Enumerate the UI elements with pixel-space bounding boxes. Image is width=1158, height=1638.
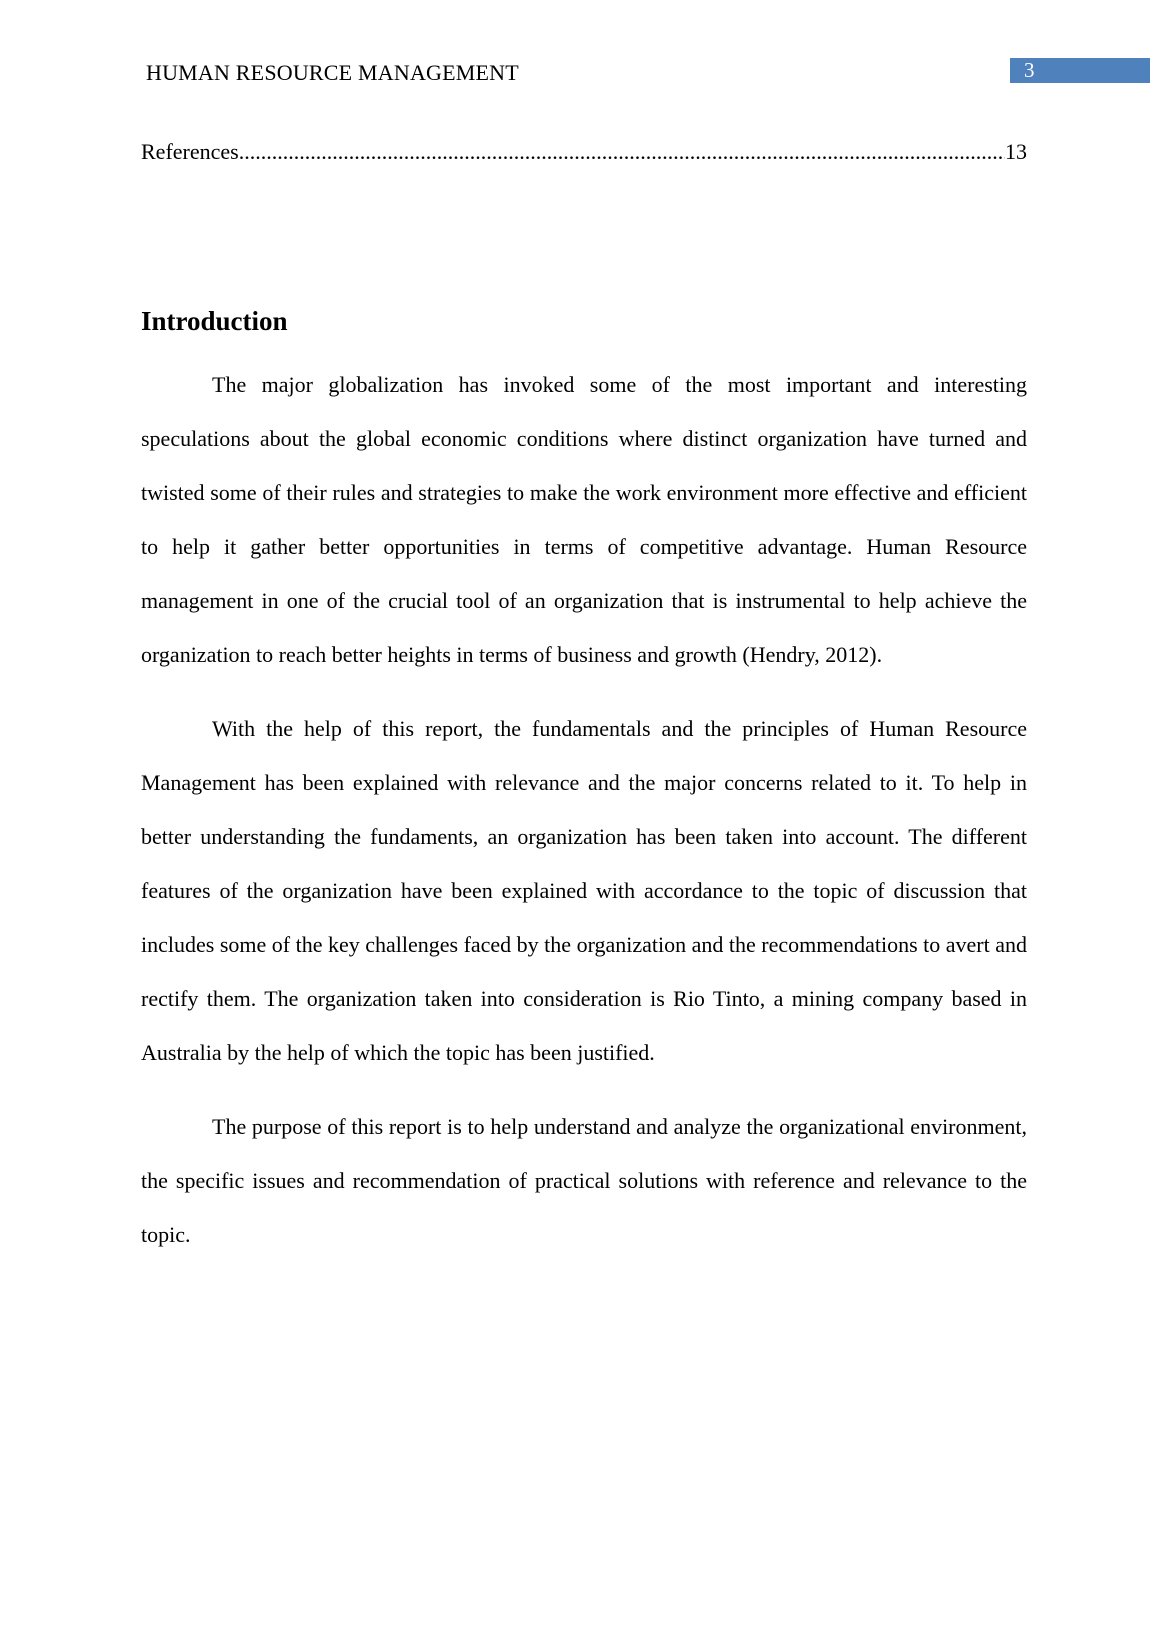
section-body <box>141 358 1027 1282</box>
toc-entry-label: References <box>141 139 239 164</box>
body-paragraph-1: The major globalization has invoked some of the most important and interesting speculations about the global economic conditions where distinct organization have turned and twisted some of their rules and strategies to make the work environment more effective and efficient to help it gather better opportunities in terms of competitive advantage. Human Resource management in one of the crucial tool of an organization that is instrumental to help achieve the organization to reach better heights in terms of business and growth (Hendry, 2012). <box>141 372 1027 667</box>
toc-entry-references[interactable] <box>141 139 1027 165</box>
page-number: 3 <box>1024 58 1035 82</box>
body-paragraph-2: With the help of this report, the fundamentals and the principles of Human Resource Management has been explained with relevance and the major concerns related to it. To help in better understanding the fundaments, an organization has been taken into account. The different features of the organization have been explained with accordance to the topic of discussion that includes some of the key challenges faced by the organization and the recommendations to avert and rectify them. The organization taken into consideration is Rio Tinto, a mining company based in Australia by the help of which the topic has been justified. <box>141 716 1028 1065</box>
page-number-badge <box>1010 58 1150 83</box>
running-header-title: HUMAN RESOURCE MANAGEMENT <box>146 60 519 85</box>
section-heading-introduction: Introduction <box>141 306 288 336</box>
toc-dot-leader <box>239 139 1005 165</box>
body-paragraph-3: The purpose of this report is to help understand and analyze the organizational environment, the specific issues and recommendation of practical solutions with reference and relevance to the topic. <box>141 1114 1027 1247</box>
toc-entry-page: 13 <box>1005 139 1027 164</box>
